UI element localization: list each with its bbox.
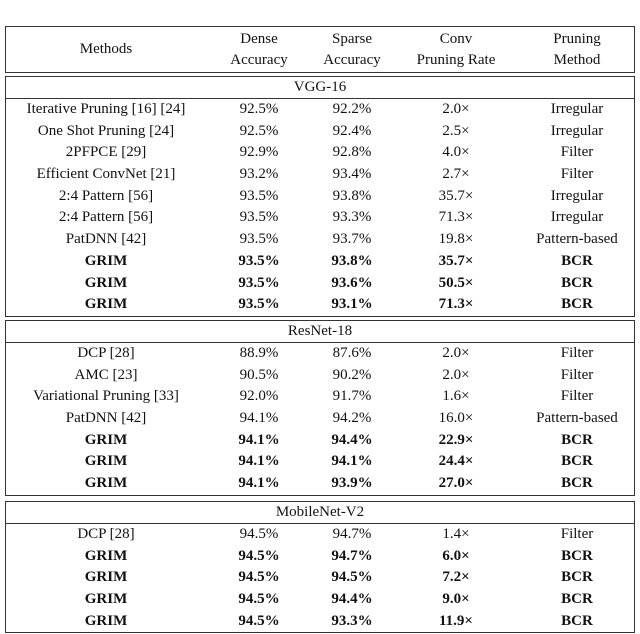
sparse-accuracy-cell: 93.3% <box>331 612 373 629</box>
pruning-method-cell: Filter <box>560 166 594 183</box>
pruning-method-cell: BCR <box>561 296 593 313</box>
pruning-rate-cell: 2.0× <box>442 101 470 117</box>
sparse-accuracy-cell: 93.8% <box>331 252 373 269</box>
table-row <box>6 294 634 316</box>
pruning-method-cell: Pattern-based <box>536 410 618 427</box>
sparse-accuracy-cell: 94.4% <box>331 591 373 608</box>
dense-accuracy-cell: 93.5% <box>238 252 280 269</box>
pruning-method-cell: BCR <box>561 453 593 470</box>
dense-accuracy-cell: 92.5% <box>239 122 279 139</box>
method-cell: 2PFPCE [29] <box>65 144 147 161</box>
table-row <box>6 567 634 589</box>
table-row <box>6 207 634 229</box>
pruning-rate-cell: 50.5× <box>438 274 474 291</box>
dense-accuracy-cell: 94.1% <box>238 475 280 492</box>
method-cell: One Shot Pruning [24] <box>37 122 175 139</box>
table-row <box>6 251 634 273</box>
pruning-method-cell: BCR <box>561 431 593 448</box>
pruning-rate-cell: 2.0× <box>442 345 470 361</box>
header-methods: Methods <box>79 41 133 57</box>
pruning-rate-cell: 24.4× <box>438 453 474 470</box>
header-pruning-method: Pruning Method <box>553 30 601 68</box>
sparse-accuracy-cell: 94.7% <box>331 547 373 564</box>
method-cell: GRIM <box>84 431 128 448</box>
pruning-method-cell: BCR <box>561 274 593 291</box>
pruning-rate-cell: 1.4× <box>442 526 470 542</box>
pruning-method-cell: Filter <box>560 345 594 361</box>
sparse-accuracy-cell: 93.4% <box>332 166 372 183</box>
table-row <box>6 365 634 387</box>
sparse-accuracy-cell: 94.4% <box>331 431 373 448</box>
method-cell: GRIM <box>84 274 128 291</box>
sparse-accuracy-cell: 92.4% <box>332 122 372 139</box>
method-cell: Efficient ConvNet [21] <box>36 166 176 183</box>
section-title: VGG-16 <box>6 77 634 99</box>
sparse-accuracy-cell: 92.2% <box>332 101 372 117</box>
pruning-rate-cell: 27.0× <box>438 475 474 492</box>
sparse-accuracy-cell: 93.9% <box>331 475 373 492</box>
pruning-method-cell: Irregular <box>550 101 604 117</box>
table-row <box>6 524 634 546</box>
pruning-rate-cell: 6.0× <box>442 547 470 564</box>
pruning-rate-cell: 16.0× <box>438 410 474 427</box>
pruning-rate-cell: 71.3× <box>438 296 474 313</box>
pruning-rate-cell: 7.2× <box>442 569 470 586</box>
method-cell: GRIM <box>84 547 128 564</box>
pruning-method-cell: Irregular <box>550 209 604 226</box>
table-row <box>6 451 634 473</box>
method-cell: GRIM <box>84 252 128 269</box>
section-vgg-16 <box>5 76 635 317</box>
table-row <box>6 186 634 208</box>
pruning-rate-cell: 1.6× <box>442 388 470 405</box>
pruning-rate-cell: 71.3× <box>438 209 474 226</box>
pruning-rate-cell: 35.7× <box>438 252 474 269</box>
dense-accuracy-cell: 94.1% <box>238 431 280 448</box>
pruning-rate-cell: 2.5× <box>442 122 470 139</box>
sparse-accuracy-cell: 93.8% <box>332 187 372 204</box>
pruning-method-cell: BCR <box>561 612 593 629</box>
table-row <box>6 164 634 186</box>
table-row <box>6 611 634 633</box>
pruning-method-cell: BCR <box>561 475 593 492</box>
dense-accuracy-cell: 94.5% <box>238 569 280 586</box>
dense-accuracy-cell: 92.9% <box>239 144 279 161</box>
table-row <box>6 343 634 365</box>
dense-accuracy-cell: 94.5% <box>238 547 280 564</box>
dense-accuracy-cell: 94.1% <box>239 410 279 427</box>
table-row <box>6 589 634 611</box>
section-title: ResNet-18 <box>6 321 634 343</box>
dense-accuracy-cell: 93.5% <box>238 274 280 291</box>
sparse-accuracy-cell: 91.7% <box>332 388 372 405</box>
method-cell: Iterative Pruning [16] [24] <box>26 101 186 117</box>
pruning-method-cell: BCR <box>561 547 593 564</box>
section-title: MobileNet-V2 <box>6 502 634 524</box>
table-header <box>5 26 635 73</box>
dense-accuracy-cell: 93.2% <box>239 166 279 183</box>
dense-accuracy-cell: 93.5% <box>239 187 279 204</box>
pruning-method-cell: Irregular <box>550 187 604 204</box>
pruning-method-cell: Irregular <box>550 122 604 139</box>
pruning-method-cell: BCR <box>561 591 593 608</box>
section-mobilenet-v2 <box>5 501 635 633</box>
sparse-accuracy-cell: 94.5% <box>331 569 373 586</box>
table-row <box>6 473 634 495</box>
method-cell: GRIM <box>84 612 128 629</box>
sparse-accuracy-cell: 93.6% <box>331 274 373 291</box>
header-conv-pruning-rate: Conv Pruning Rate <box>416 30 496 68</box>
method-cell: PatDNN [42] <box>65 410 147 427</box>
pruning-rate-cell: 2.7× <box>442 166 470 183</box>
method-cell: 2:4 Pattern [56] <box>58 187 154 204</box>
table-row <box>6 142 634 164</box>
sparse-accuracy-cell: 93.7% <box>332 231 372 248</box>
pruning-rate-cell: 2.0× <box>442 366 470 383</box>
method-cell: GRIM <box>84 591 128 608</box>
method-cell: DCP [28] <box>77 345 135 361</box>
header-dense-accuracy: Dense Accuracy <box>230 30 288 68</box>
dense-accuracy-cell: 93.5% <box>239 209 279 226</box>
pruning-method-cell: Filter <box>560 526 594 542</box>
dense-accuracy-cell: 94.5% <box>239 526 279 542</box>
table-row <box>6 99 634 121</box>
table-row <box>6 430 634 452</box>
pruning-rate-cell: 35.7× <box>438 187 474 204</box>
table-row <box>6 386 634 408</box>
sparse-accuracy-cell: 94.7% <box>332 526 372 542</box>
pruning-rate-cell: 9.0× <box>442 591 470 608</box>
table-row <box>6 229 634 251</box>
method-cell: GRIM <box>84 569 128 586</box>
pruning-method-cell: Filter <box>560 144 594 161</box>
pruning-method-cell: Filter <box>560 366 594 383</box>
pruning-rate-cell: 22.9× <box>438 431 474 448</box>
header-sparse-accuracy: Sparse Accuracy <box>323 30 381 68</box>
pruning-rate-cell: 11.9× <box>439 612 473 629</box>
sparse-accuracy-cell: 93.1% <box>331 296 373 313</box>
sparse-accuracy-cell: 90.2% <box>332 366 372 383</box>
sparse-accuracy-cell: 94.2% <box>332 410 372 427</box>
pruning-rate-cell: 19.8× <box>438 231 474 248</box>
sparse-accuracy-cell: 94.1% <box>331 453 373 470</box>
table-row <box>6 408 634 430</box>
table-row <box>6 121 634 143</box>
pruning-method-cell: Pattern-based <box>536 231 618 248</box>
dense-accuracy-cell: 88.9% <box>239 345 279 361</box>
dense-accuracy-cell: 90.5% <box>239 366 279 383</box>
pruning-rate-cell: 4.0× <box>442 144 470 161</box>
table-row <box>6 546 634 568</box>
dense-accuracy-cell: 94.5% <box>238 612 280 629</box>
table-row <box>6 273 634 295</box>
sparse-accuracy-cell: 87.6% <box>332 345 372 361</box>
dense-accuracy-cell: 93.5% <box>239 231 279 248</box>
method-cell: AMC [23] <box>74 366 138 383</box>
sparse-accuracy-cell: 93.3% <box>332 209 372 226</box>
dense-accuracy-cell: 93.5% <box>238 296 280 313</box>
method-cell: PatDNN [42] <box>65 231 147 248</box>
section-resnet-18 <box>5 320 635 496</box>
sparse-accuracy-cell: 92.8% <box>332 144 372 161</box>
method-cell: Variational Pruning [33] <box>33 388 179 405</box>
dense-accuracy-cell: 92.5% <box>239 101 279 117</box>
method-cell: 2:4 Pattern [56] <box>58 209 154 226</box>
pruning-method-cell: BCR <box>561 569 593 586</box>
method-cell: GRIM <box>84 475 128 492</box>
method-cell: GRIM <box>84 453 128 470</box>
method-cell: GRIM <box>84 296 128 313</box>
pruning-method-cell: Filter <box>560 388 594 405</box>
dense-accuracy-cell: 92.0% <box>239 388 279 405</box>
dense-accuracy-cell: 94.5% <box>238 591 280 608</box>
dense-accuracy-cell: 94.1% <box>238 453 280 470</box>
method-cell: DCP [28] <box>77 526 135 542</box>
pruning-method-cell: BCR <box>561 252 593 269</box>
